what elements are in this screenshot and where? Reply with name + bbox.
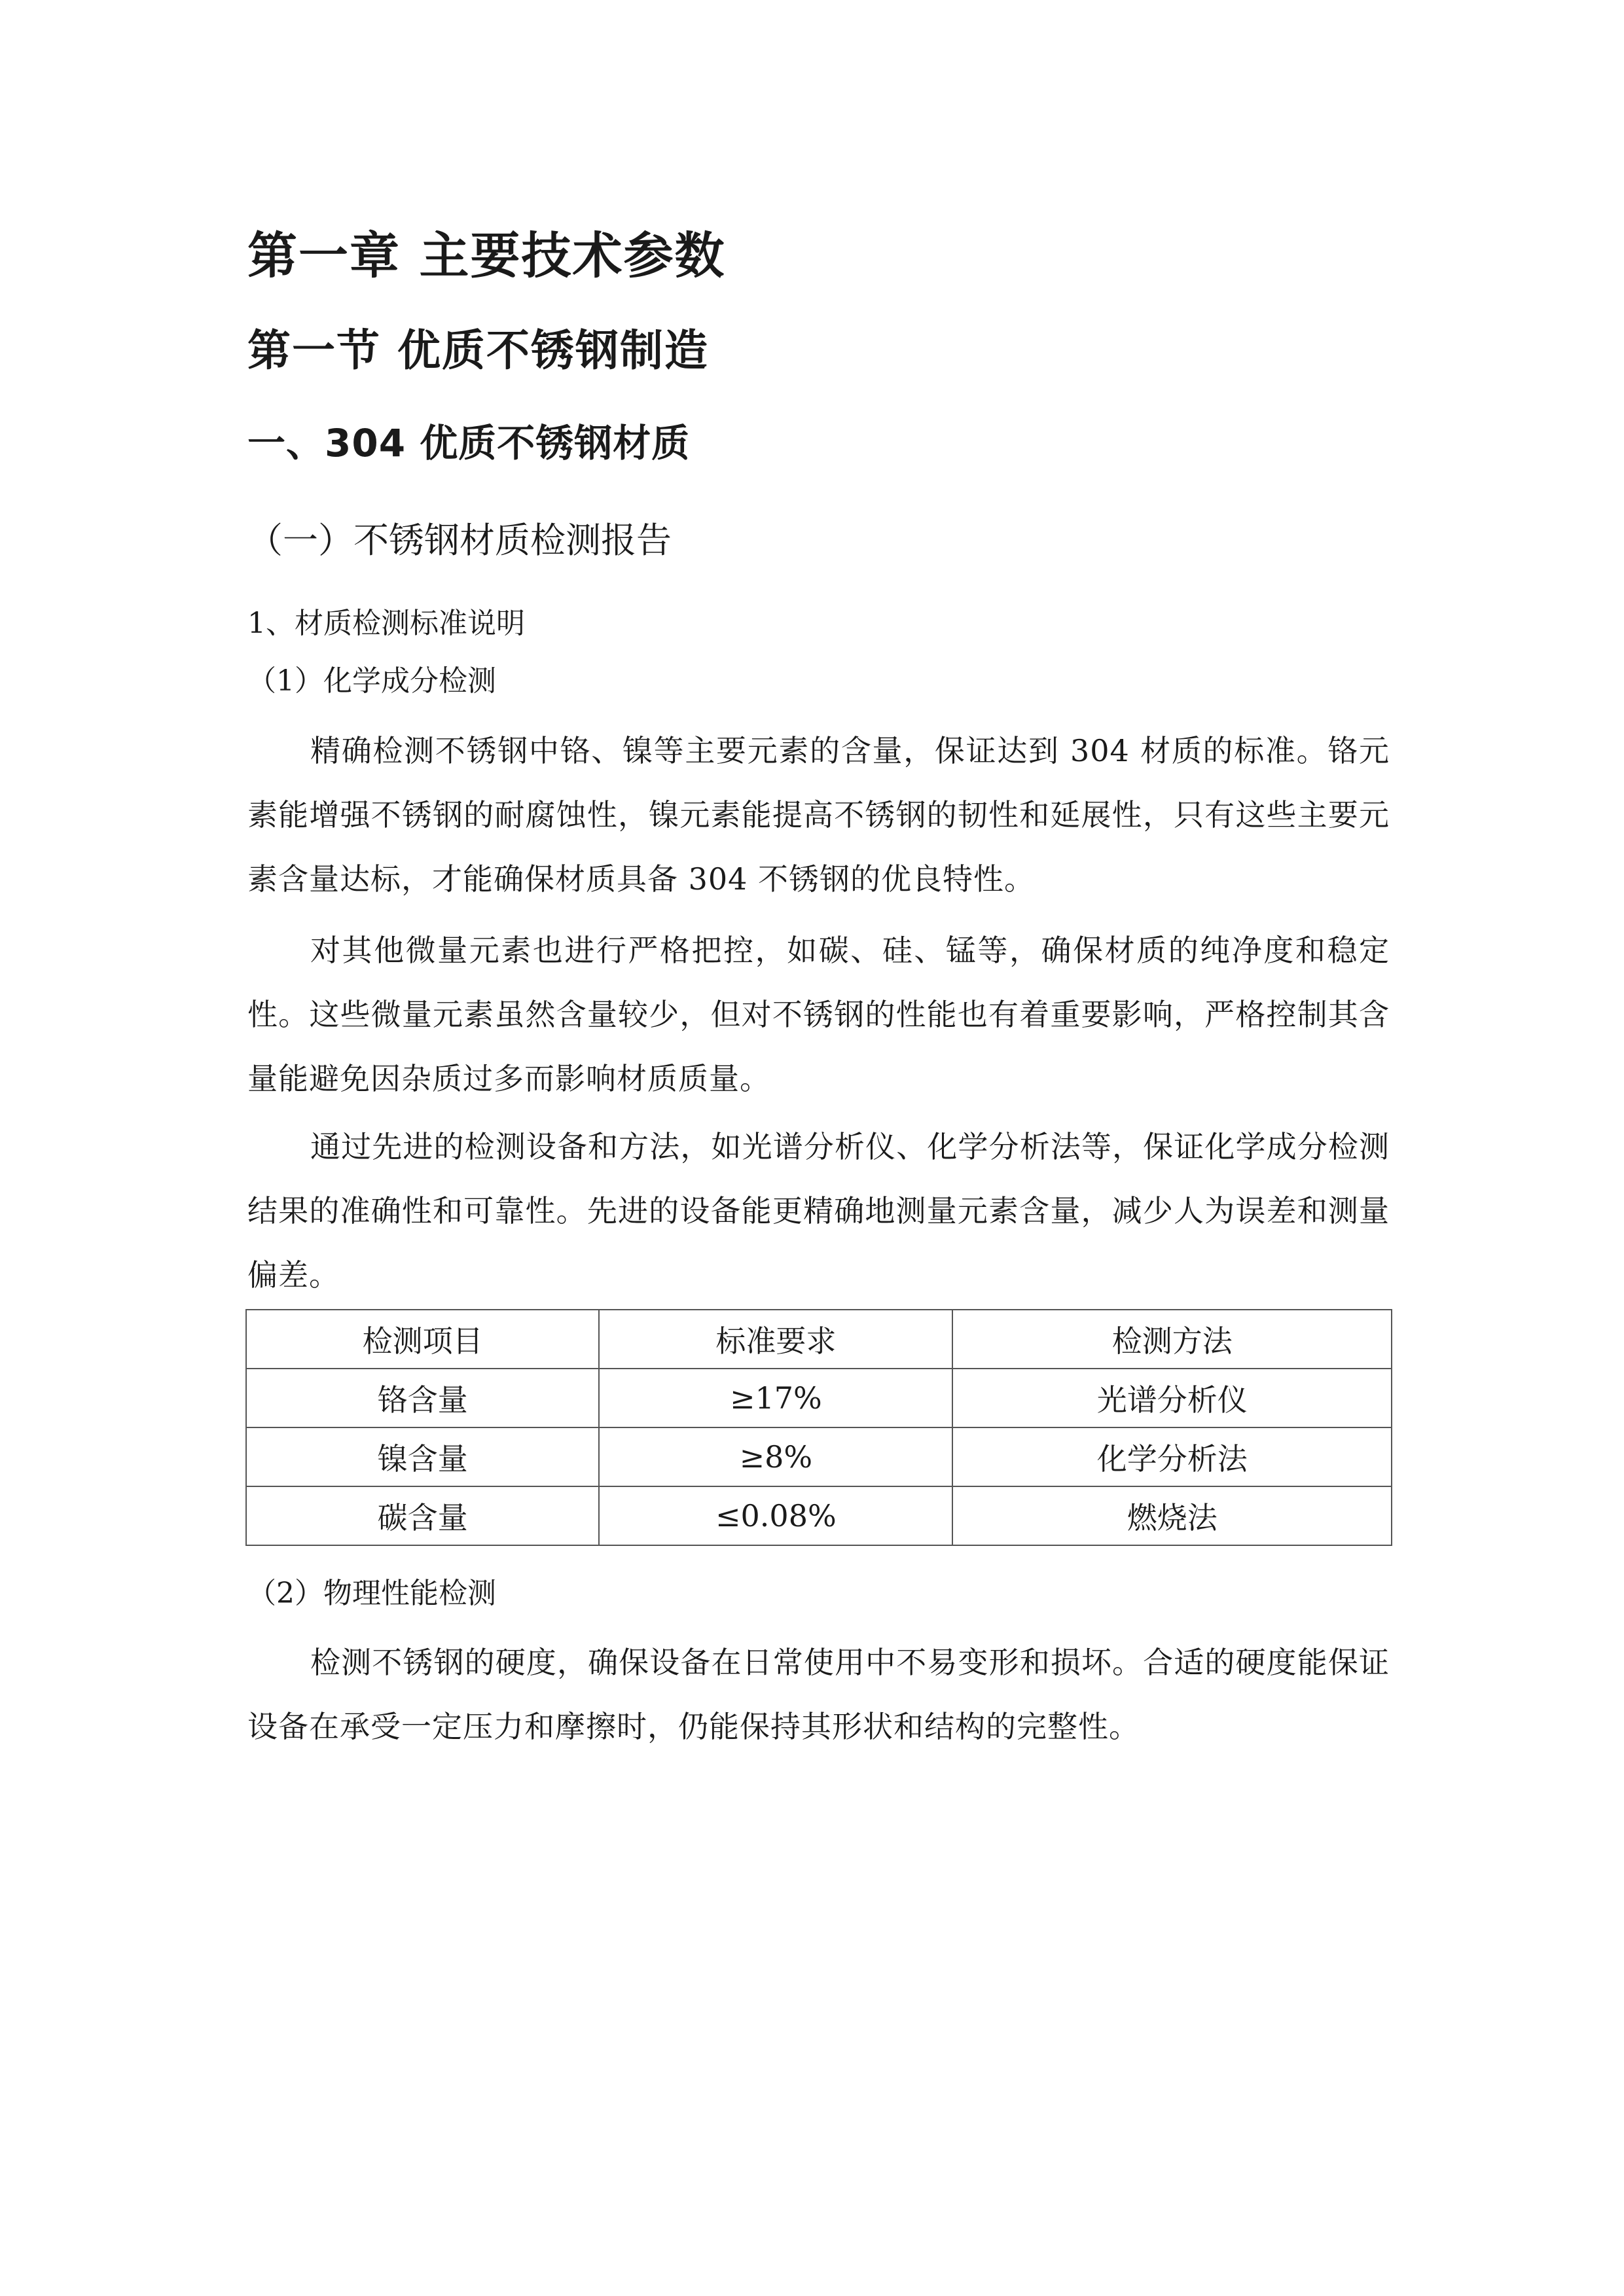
subsubsection-heading: （一）不锈钢材质检测报告 bbox=[247, 520, 672, 561]
table-row bbox=[246, 1486, 1392, 1545]
table-cell: 碳含量 bbox=[246, 1486, 599, 1545]
table-row bbox=[246, 1427, 1392, 1486]
detection-table bbox=[245, 1309, 1392, 1546]
table-cell: 燃烧法 bbox=[952, 1486, 1392, 1545]
table-row bbox=[246, 1369, 1392, 1427]
item-heading: 1、材质检测标准说明 bbox=[247, 607, 525, 640]
table-cell: 铬含量 bbox=[246, 1369, 599, 1427]
paragraph-trace-elements: 对其他微量元素也进行严格把控，如碳、硅、锰等，确保材质的纯净度和稳定性。这些微量元素虽然含量较少，但对不锈钢的性能也有着重要影响，严格控制其含量能避免因杂质过多而影响材质质量。 bbox=[247, 933, 1390, 1096]
paragraph-hardness: 检测不锈钢的硬度，确保设备在日常使用中不易变形和损坏。合适的硬度能保证设备在承受一定压力和摩擦时，仍能保持其形状和结构的完整性。 bbox=[247, 1645, 1390, 1744]
table-cell: ≤0.08% bbox=[599, 1486, 952, 1545]
paragraph-detection-methods: 通过先进的检测设备和方法，如光谱分析仪、化学分析法等，保证化学成分检测结果的准确性和可靠性。先进的设备能更精确地测量元素含量，减少人为误差和测量偏差。 bbox=[247, 1129, 1390, 1293]
table-cell: 镍含量 bbox=[246, 1427, 599, 1486]
section-heading: 第一节 优质不锈钢制造 bbox=[247, 325, 709, 376]
table-header-cell: 标准要求 bbox=[599, 1310, 952, 1369]
table-header-cell: 检测项目 bbox=[246, 1310, 599, 1369]
table-cell: 化学分析法 bbox=[952, 1427, 1392, 1486]
table-cell: ≥8% bbox=[599, 1427, 952, 1486]
table-header-cell: 检测方法 bbox=[952, 1310, 1392, 1369]
subsection-heading: 一、304 优质不锈钢材质 bbox=[247, 421, 691, 465]
physical-properties-heading: （2）物理性能检测 bbox=[247, 1577, 496, 1610]
paragraph-main-elements: 精确检测不锈钢中铬、镍等主要元素的含量，保证达到 304 材质的标准。铬元素能增强不锈钢的耐腐蚀性，镍元素能提高不锈钢的韧性和延展性，只有这些主要元素含量达标，才能确保材质具备 304 不锈钢的优良特性。 bbox=[247, 733, 1390, 897]
table-cell: 光谱分析仪 bbox=[952, 1369, 1392, 1427]
chapter-heading: 第一章 主要技术参数 bbox=[247, 226, 726, 285]
table-cell: ≥17% bbox=[599, 1369, 952, 1427]
chemical-composition-heading: （1）化学成分检测 bbox=[247, 664, 496, 698]
table-header-row bbox=[246, 1310, 1392, 1369]
